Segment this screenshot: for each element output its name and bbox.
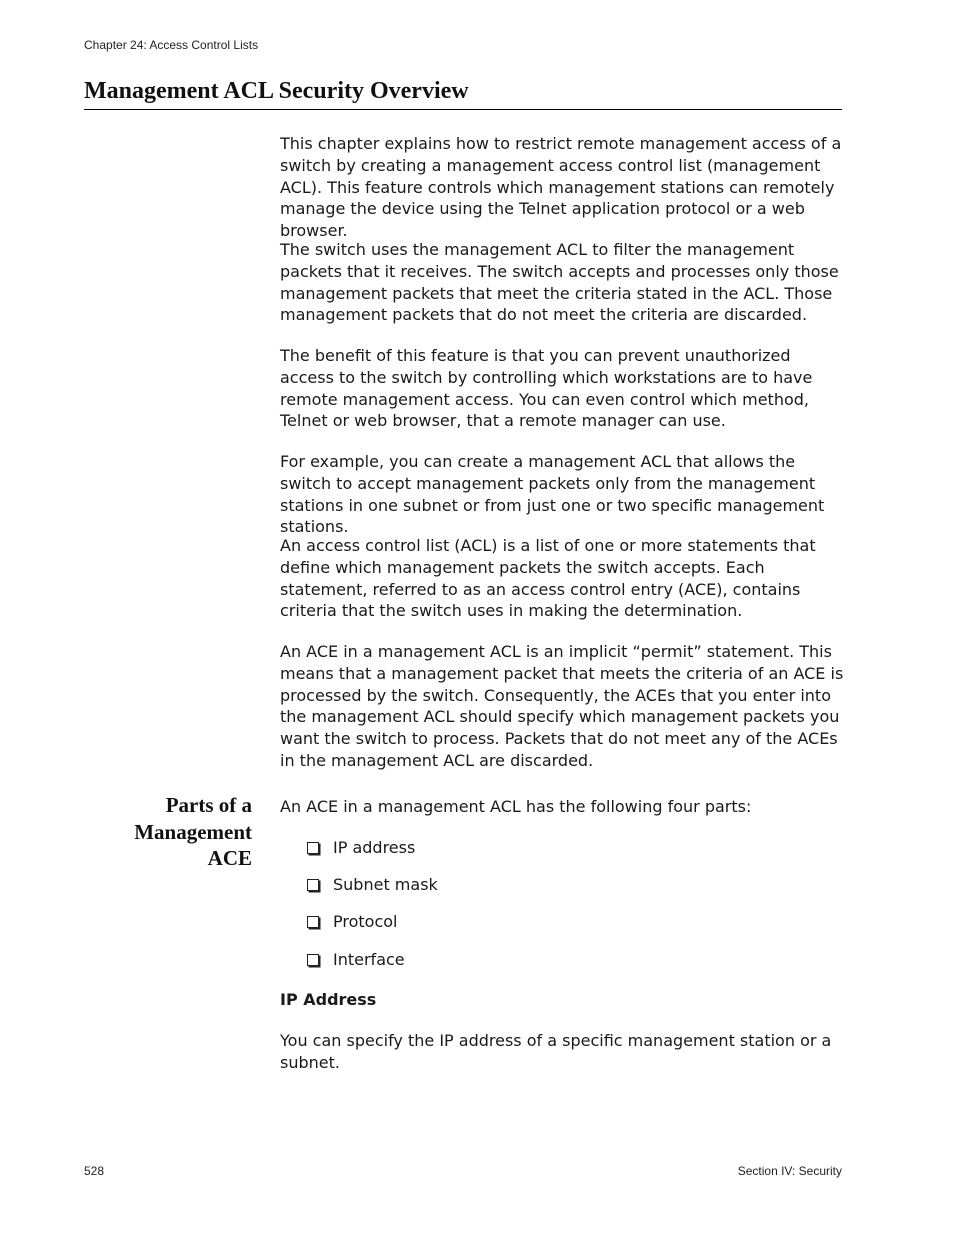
ip-address-paragraph: You can specify the IP address of a specific management station or a subnet. [280, 1031, 832, 1072]
parts-lead: An ACE in a management ACL has the following four parts: [280, 797, 752, 816]
running-header: Chapter 24: Access Control Lists [84, 38, 259, 52]
sidehead-line-1: Parts of a [165, 793, 252, 817]
checkbox-bullet-icon [307, 954, 319, 966]
sidehead-line-3: ACE [207, 846, 252, 870]
page-number: 528 [84, 1164, 105, 1178]
checkbox-bullet-icon [307, 879, 319, 891]
paragraph-2: The switch uses the management ACL to filter the management packets that it receives. The switch accepts and processes only those management packets that meet the criteria stated in the ACL. Those management packets that do not meet the criteria are discarded. [280, 240, 839, 325]
footer-section: Section IV: Security [737, 1164, 842, 1178]
paragraph-1: This chapter explains how to restrict remote management access of a switch by creating a management access control list (management ACL). This feature controls which management stations can remotely manage the device using the Telnet application protocol or a web browser. [280, 134, 842, 241]
paragraph-4: For example, you can create a management ACL that allows the switch to accept management packets only from the management stations in one subnet or from just one or two specific management stations. [280, 452, 825, 537]
bullet-item: IP address [307, 837, 415, 859]
section-title: Management ACL Security Overview [84, 76, 842, 110]
bullet-item: Interface [307, 949, 405, 971]
bullet-item: Protocol [307, 911, 397, 933]
sidehead-line-2: Management [134, 819, 252, 844]
subhead-ip-address: IP Address [280, 990, 377, 1009]
checkbox-bullet-icon [307, 842, 319, 854]
checkbox-bullet-icon [307, 916, 319, 928]
paragraph-3: The benefit of this feature is that you can prevent unauthorized access to the switch by controlling which workstations are to have remote management access. You can even control which method, Telnet or web browser, that a remote manager can use. [280, 346, 813, 431]
bullet-item: Subnet mask [307, 874, 438, 896]
sidehead-parts-of-management-ace [84, 792, 252, 872]
paragraph-6: An ACE in a management ACL is an implicit “permit” statement. This means that a management packet that meets the criteria of an ACE is processed by the switch. Consequently, the ACEs that you enter into the management ACL should specify which management packets you want the switch to process. Packets that do not meet any of the ACEs in the management ACL are discarded. [280, 642, 844, 770]
paragraph-5: An access control list (ACL) is a list of one or more statements that define which management packets the switch accepts. Each statement, referred to as an access control entry (ACE), contains criteria that the switch uses in making the determination. [280, 536, 816, 621]
